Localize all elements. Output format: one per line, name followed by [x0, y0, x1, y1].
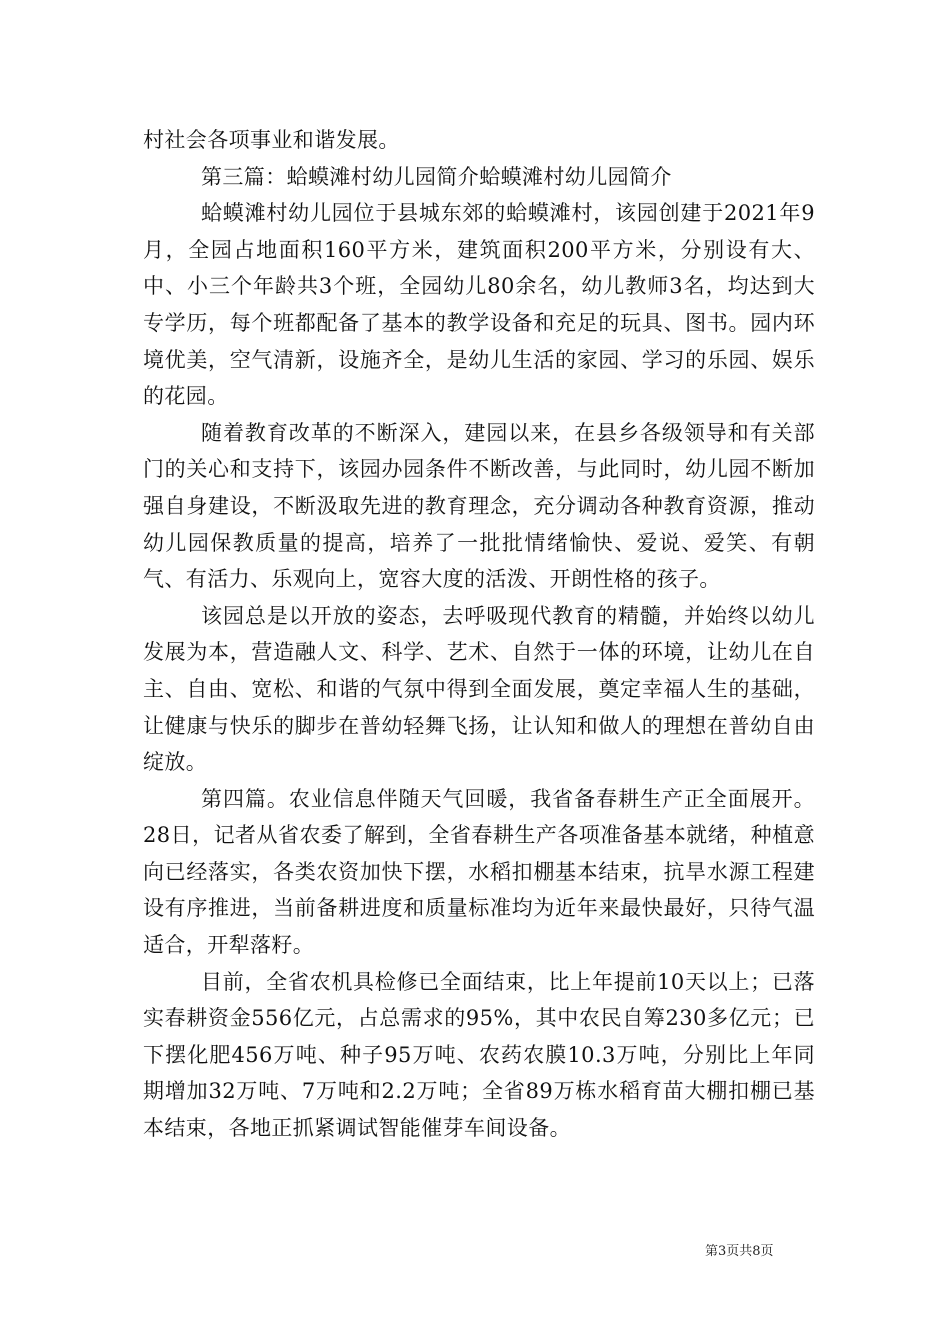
paragraph-spring-plowing-stats: 目前，全省农机具检修已全面结束，比上年提前10天以上；已落实春耕资金556亿元，占总需求的95%，其中农民自筹230多亿元；已下摆化肥456万吨、种子95万吨、农药农膜10.3万吨，分别比上年同期增加32万吨、7万吨和2.2万吨；全省89万栋水稻育苗大棚扣棚已基本结束，各地正抓紧调试智能催芽车间设备。	[143, 969, 815, 1141]
paragraph-education-reform: 随着教育改革的不断深入，建园以来，在县乡各级领导和有关部门的关心和支持下，该园办园条件不断改善，与此同时，幼儿园不断加强自身建设，不断汲取先进的教育理念，充分调动各种教育资源，推动幼儿园保教质量的提高，培养了一批批情绪愉快、爱说、爱笑、有朝气、有活力、乐观向上，宽容大度的活泼、开朗性格的孩子。	[143, 420, 815, 592]
paragraph-kindergarten-intro: 蛤蟆滩村幼儿园位于县城东郊的蛤蟆滩村，该园创建于2021年9月，全园占地面积160平方米，建筑面积200平方米，分别设有大、中、小三个年龄共3个班，全园幼儿80余名，幼儿教师3名，均达到大专学历，每个班都配备了基本的教学设备和充足的玩具、图书。园内环境优美，空气清新，设施齐全，是幼儿生活的家园、学习的乐园、娱乐的花园。	[143, 201, 815, 409]
paragraph-heading-part-four: 第四篇。农业信息伴随天气回暖，我省备春耕生产正全面展开。28日，记者从省农委了解到，全省春耕生产各项准备基本就绪，种植意向已经落实，各类农资加快下摆，水稻扣棚基本结束，抗旱水源工程建设有序推进，当前备耕进度和质量标准均为近年来最快最好，只待气温适合，开犁落籽。	[143, 786, 815, 958]
paragraph-open-attitude: 该园总是以开放的姿态，去呼吸现代教育的精髓，并始终以幼儿发展为本，营造融人文、科学、艺术、自然于一体的环境，让幼儿在自主、自由、宽松、和谐的气氛中得到全面发展，奠定幸福人生的基础，让健康与快乐的脚步在普幼轻舞飞扬，让认知和做人的理想在普幼自由绽放。	[143, 603, 815, 775]
document-body	[143, 122, 815, 1147]
page-number-footer: 第3页共8页	[705, 1244, 774, 1259]
paragraph-heading-part-three: 第三篇：蛤蟆滩村幼儿园简介蛤蟆滩村幼儿园简介	[201, 164, 672, 189]
paragraph-continuation: 村社会各项事业和谐发展。	[143, 128, 400, 152]
